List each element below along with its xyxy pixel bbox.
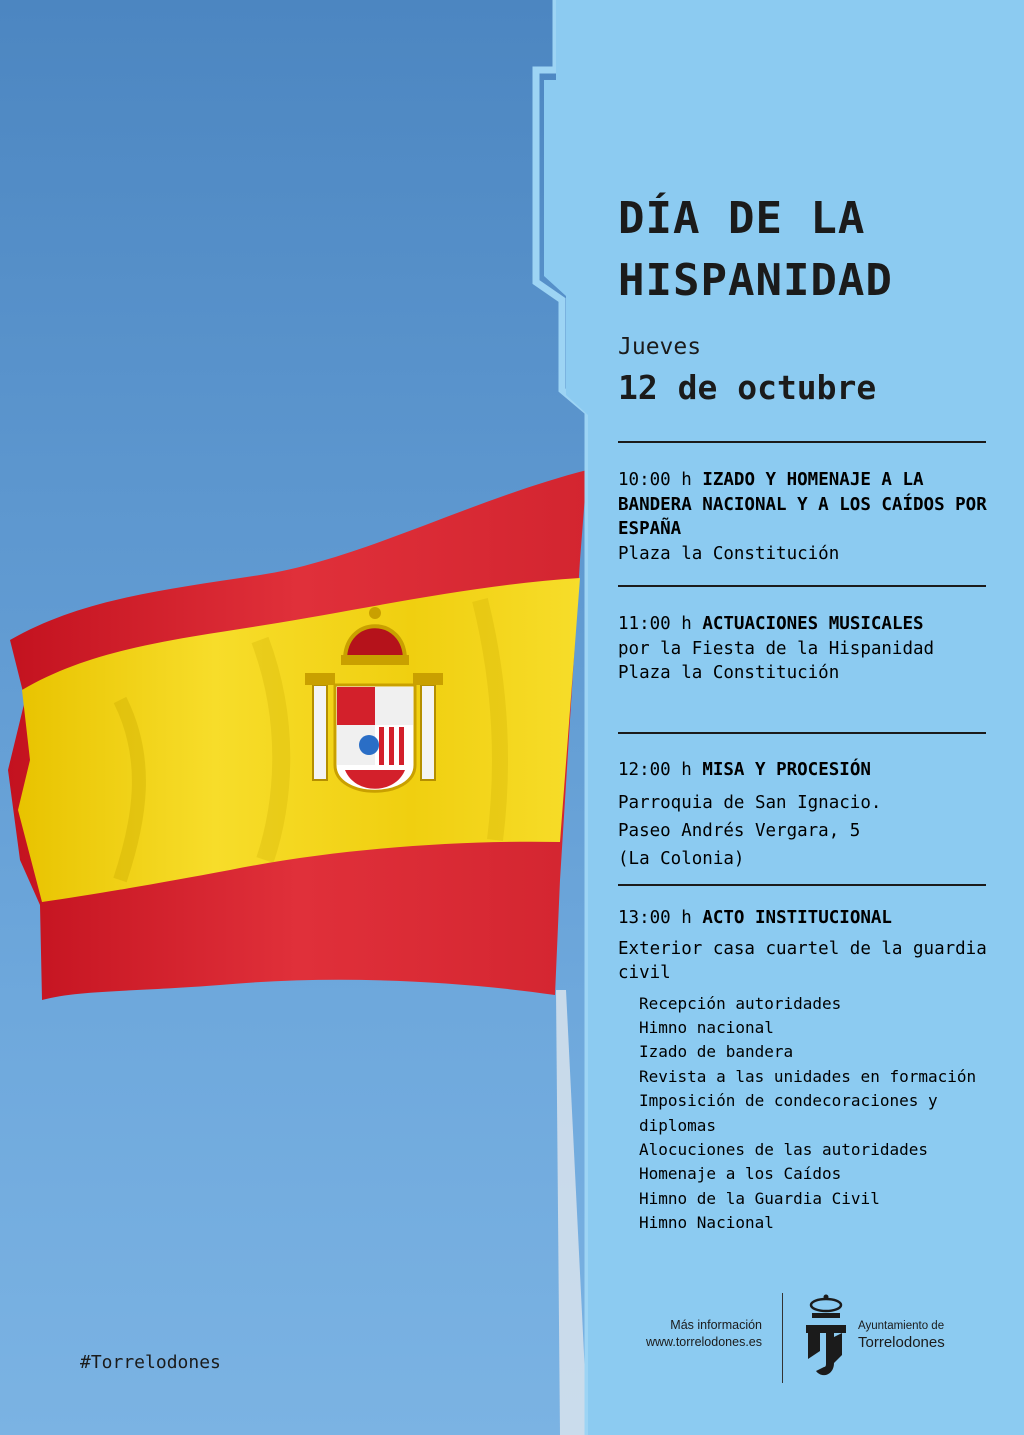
program-item: Izado de bandera	[639, 1042, 794, 1062]
footer-divider	[782, 1293, 783, 1383]
program-item: Recepción autoridades	[639, 993, 842, 1013]
event-date: 12 de octubre	[618, 368, 877, 407]
divider-line	[618, 585, 986, 587]
program-item: Homenaje a los Caídos	[639, 1164, 842, 1184]
event-item	[618, 758, 998, 873]
org-prefix: Ayuntamiento de	[858, 1320, 945, 1332]
divider-line	[618, 441, 986, 443]
event-place: Plaza la Constitución	[618, 543, 840, 564]
website-link[interactable]: www.torrelodones.es	[645, 1335, 762, 1349]
event-name: ACTUACIONES MUSICALES	[702, 614, 924, 634]
event-time: 13:00 h	[618, 908, 692, 928]
divider-line	[618, 732, 986, 734]
more-info-label: Más información	[670, 1318, 762, 1332]
org-name: Torrelodones	[858, 1334, 945, 1351]
event-time: 10:00 h	[618, 470, 692, 490]
poster-title: DÍA DE LA HISPANIDAD	[618, 193, 893, 306]
event-name: ACTO INSTITUCIONAL	[702, 908, 892, 928]
weekday: Jueves	[618, 334, 702, 360]
program-item: Imposición de condecoraciones y diplomas	[639, 1091, 938, 1135]
event-place-line: Parroquia de San Ignacio.	[618, 792, 882, 813]
organization	[858, 1320, 945, 1351]
event-place: Plaza la Constitución	[618, 663, 840, 683]
event-time: 12:00 h	[618, 760, 692, 780]
program-item: Himno de la Guardia Civil	[639, 1188, 880, 1208]
program-item: Himno nacional	[639, 1017, 774, 1037]
event-place-line: (La Colonia)	[618, 848, 745, 869]
event-name: IZADO Y HOMENAJE A LA BANDERA NACIONAL Y A LOS CAÍDOS POR ESPAÑA	[618, 470, 987, 539]
event-place-line: Paseo Andrés Vergara, 5	[618, 820, 861, 841]
event-item	[618, 612, 998, 686]
event-detail: por la Fiesta de la Hispanidad	[618, 638, 935, 659]
hashtag: #Torrelodones	[80, 1352, 221, 1373]
divider-line	[618, 884, 986, 886]
event-time: 11:00 h	[618, 614, 692, 634]
program-list	[618, 992, 998, 1236]
event-name: MISA Y PROCESIÓN	[702, 760, 871, 780]
program-item: Revista a las unidades en formación	[639, 1066, 977, 1086]
more-info	[646, 1317, 762, 1351]
program-item: Himno Nacional	[639, 1213, 774, 1233]
event-item	[618, 906, 998, 1236]
event-place: Exterior casa cuartel de la guardia civil	[618, 938, 987, 983]
program-item: Alocuciones de las autoridades	[639, 1139, 928, 1159]
event-item	[618, 468, 998, 566]
torrelodones-logo-icon	[800, 1293, 852, 1383]
